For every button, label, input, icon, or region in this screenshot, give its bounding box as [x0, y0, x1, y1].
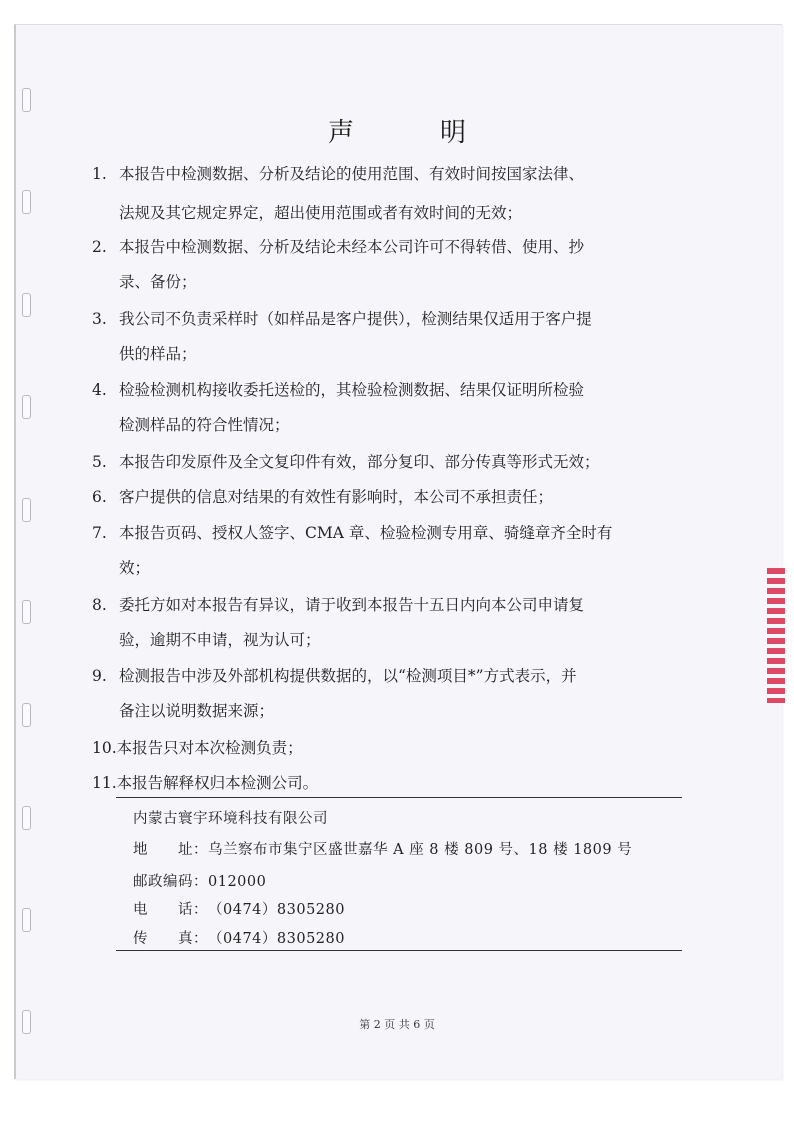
- company-address: [133, 840, 632, 860]
- statement-item-10: [92, 738, 303, 758]
- item-text: 本报告只对本次检测负责；: [116, 739, 303, 757]
- item-text: 本报告中检测数据、分析及结论的使用范围、有效时间按国家法律、: [119, 165, 585, 183]
- item-text: 我公司不负责采样时（如样品是客户提供），检测结果仅适用于客户提: [119, 310, 592, 328]
- item-number: 5.: [92, 453, 107, 471]
- binder-hole: [22, 806, 31, 830]
- item-number: 11.: [92, 774, 117, 792]
- statement-item-8: [92, 595, 584, 615]
- statement-item-2: [92, 237, 584, 257]
- binder-hole: [22, 703, 31, 727]
- binder-hole: [22, 293, 31, 317]
- statement-item-6: [92, 487, 553, 507]
- item-text-continued: 效；: [119, 559, 151, 577]
- item-text: 本报告中检测数据、分析及结论未经本公司许可不得转借、使用、抄: [119, 238, 585, 256]
- phone-value: （0474）8305280: [208, 902, 345, 918]
- binder-hole: [22, 600, 31, 624]
- item-text-continued: 录、备份；: [119, 273, 197, 291]
- bottom-divider: [116, 950, 682, 951]
- seam-stamp: [767, 568, 785, 703]
- company-fax: [133, 929, 345, 949]
- statement-item-4: [92, 380, 584, 400]
- statement-item-5: [92, 452, 600, 472]
- page-title: 声 明: [327, 118, 496, 148]
- item-number: 10.: [92, 739, 117, 757]
- item-text-continued: 备注以说明数据来源；: [119, 702, 275, 720]
- item-text: 委托方如对本报告有异议，请于收到本报告十五日内向本公司申请复: [119, 596, 585, 614]
- item-number: 8.: [92, 596, 107, 614]
- item-number: 4.: [92, 381, 107, 399]
- item-text: 检验检测机构接收委托送检的，其检验检测数据、结果仅证明所检验: [119, 381, 585, 399]
- item-text-continued: 法规及其它规定界定，超出使用范围或者有效时间的无效；: [119, 204, 523, 222]
- address-label: 地 址：: [133, 842, 208, 858]
- item-text-continued: 验，逾期不申请，视为认可；: [119, 631, 321, 649]
- item-text: 检测报告中涉及外部机构提供数据的，以“检测项目*”方式表示，并: [119, 667, 577, 685]
- binder-hole: [22, 908, 31, 932]
- statement-item-11: [92, 773, 318, 793]
- binder-hole: [22, 88, 31, 112]
- statement-item-3: [92, 309, 592, 329]
- item-text: 本报告解释权归本检测公司。: [116, 774, 319, 792]
- fax-value: （0474）8305280: [208, 931, 345, 947]
- company-phone: [133, 900, 345, 920]
- fax-label: 传 真：: [133, 931, 208, 947]
- statement-item-1: [92, 164, 584, 184]
- binder-hole: [22, 395, 31, 419]
- company-name: 内蒙古寰宇环境科技有限公司: [133, 811, 328, 827]
- item-text: 本报告印发原件及全文复印件有效，部分复印、部分传真等形式无效；: [119, 453, 600, 471]
- binder-hole: [22, 498, 31, 522]
- binder-hole: [22, 190, 31, 214]
- item-text-continued: 供的样品；: [119, 345, 197, 363]
- page-number: 第 2 页 共 6 页: [359, 1018, 435, 1031]
- company-postcode: [133, 872, 266, 892]
- item-number: 2.: [92, 238, 107, 256]
- postcode-label: 邮政编码：: [133, 874, 208, 890]
- item-text-continued: 检测样品的符合性情况；: [119, 416, 290, 434]
- item-number: 9.: [92, 667, 107, 685]
- item-number: 1.: [92, 165, 107, 183]
- item-number: 3.: [92, 310, 107, 328]
- top-divider: [116, 797, 682, 798]
- address-value: 乌兰察布市集宁区盛世嘉华 A 座 8 楼 809 号、18 楼 1809 号: [208, 842, 633, 858]
- item-text: 本报告页码、授权人签字、CMA 章、检验检测专用章、骑缝章齐全时有: [119, 524, 613, 542]
- item-number: 6.: [92, 488, 107, 506]
- item-text: 客户提供的信息对结果的有效性有影响时，本公司不承担责任；: [119, 488, 554, 506]
- item-number: 7.: [92, 524, 107, 542]
- postcode-value: 012000: [208, 874, 267, 890]
- statement-item-7: [92, 523, 612, 543]
- phone-label: 电 话：: [133, 902, 208, 918]
- statement-item-9: [92, 666, 577, 686]
